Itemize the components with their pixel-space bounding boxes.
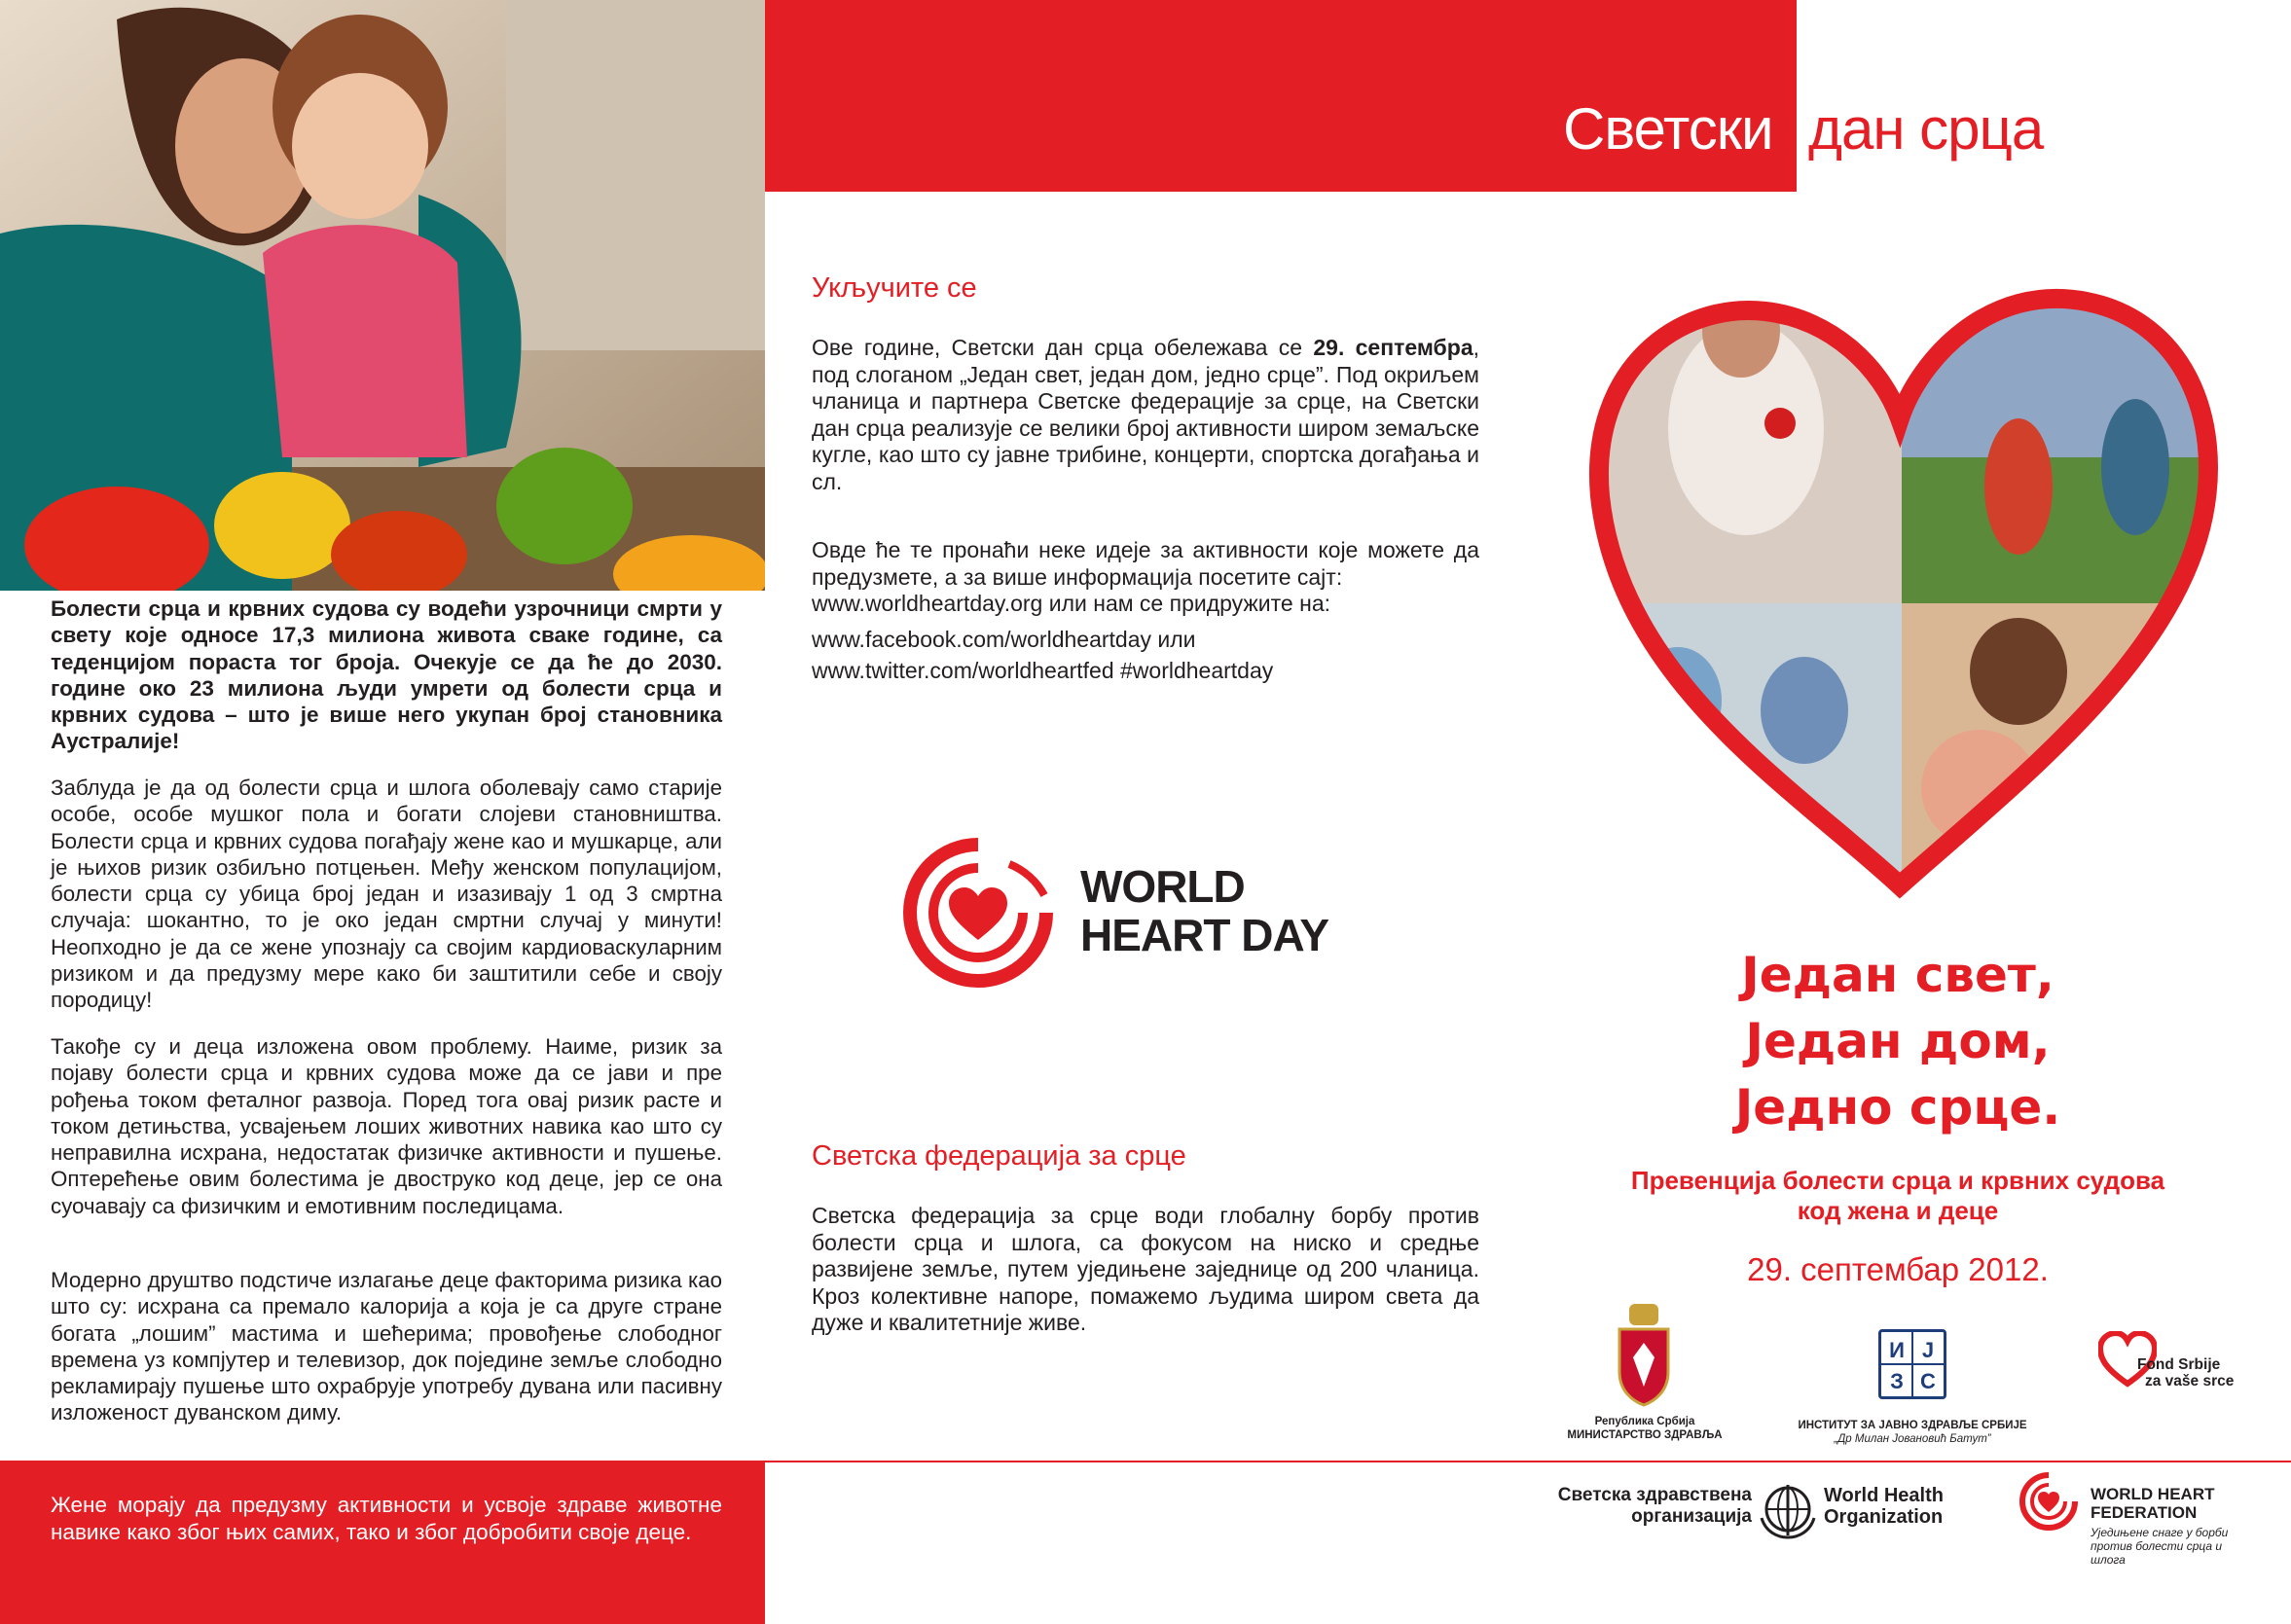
link-line-2[interactable]: www.facebook.com/worldheartday или [812,627,1196,652]
body-paragraph-2: Такође су и деца изложена овом проблему. Наиме, ризик за појаву болести срца и крвних судова може да се јави и пре рођења током феталног развоја. Поред тога овај ризик расте и током детињства, усвајењем лоших животних навика као што су неправилна исхрана, недостатак физичке активности и пушење. Оптерећење овим болестима је двоструко код деце, јер се она суочавају са физичким и емотивним последицама. [51,1034,722,1218]
page-title-part2: дан срца [1808,96,2044,162]
whd-title-line1: WORLD [1080,861,1245,912]
institute-label [1771,1419,2054,1446]
whf-title [2091,1485,2214,1522]
body-paragraph-1: Заблуда је да од болести срца и шлога оболевају само старије особе, особе мушког пола и богати слојеви становништва. Болести срца и крвних судова погађају жене као и мушкарце, али је њихов ризик озбиљно потцењен. Међу женском популацијом, болести срца су убица број један и изазивају 1 од 3 смртна случаја: шокантно, то је око један смртни случај у минути! Неопходно је да се жене упознају са својим кардиоваскуларним ризиком и да предузму мере како би заштитили себе и своју породицу! [51,776,722,1013]
svg-text:И: И [1889,1338,1905,1362]
intro-text-rest: , под слоганом „Један свет, један дом, једно срце”. Под окриљем чланица и партнера Светске федерације за срце, на Светски дан срца реализује се велики број активности широм земаљске кугле, као што су јавне трибине, концерти, спортска догађања и сл. [812,335,1479,494]
federation-paragraph: Светска федерација за срце води глобалну борбу против болести срца и шлога, са фокусом на ниско и средње развијене земље, путем уједињене заједнице од 200 чланица. Кроз колективне напоре, помажемо људима широм света да дуже и квалитетније живе. [812,1203,1479,1336]
institute-label-1: ИНСТИТУТ ЗА ЈАВНО ЗДРАВЉЕ СРБИЈЕ [1798,1420,2027,1431]
svg-text:З: З [1890,1369,1904,1393]
whd-title-line2: HEART DAY [1080,910,1329,960]
whf-logo-icon [2018,1471,2079,1532]
body-paragraph-3: Модерно друштво подстиче излагање деце факторима ризика као што су: исхрана са премало калорија а која је са друге стране богата „лошим” мастима и шећерима; провођење слободног времена уз компјутер и телевизор, док поједине земље слободно рекламирају пушење што охрабрује употребу дувана или пасивну изложеност дуванском диму. [51,1268,722,1426]
heart-photo-collage [1561,243,2242,924]
page-title-part1: Светски [1563,96,1773,162]
intro-text: Ове године, Светски дан срца обележава се [812,335,1314,360]
who-en-1: World Health [1824,1485,1944,1506]
institute-logo-icon [1878,1329,1946,1399]
whf-title-2: FEDERATION [2091,1503,2198,1522]
whf-tagline: Уједињене снаге у борби против болести срца и шлога [2091,1526,2229,1567]
campaign-subtitle [1557,1166,2238,1226]
who-emblem-icon [1758,1479,1818,1539]
footer-divider [765,1461,2291,1462]
who-cyr-2: организација [1631,1506,1752,1527]
institute-label-2: „Др Милан Јовановић Батут” [1834,1433,1991,1445]
who-en-2: Organization [1824,1506,1944,1528]
left-footer-text: Жене морају да предузму активности и усвоје здраве животне навике како због њих самих, тако и због добробити своје деце. [51,1493,722,1544]
slogan-line-2: Један дом, [1745,1013,2051,1069]
ministry-label-2: МИНИСТАРСТВО ЗДРАВЉА [1567,1429,1723,1441]
who-label-cyrillic [1538,1485,1752,1528]
get-involved-paragraph [812,335,1479,496]
link-line-3[interactable]: www.twitter.com/worldheartfed #worldheartday [812,658,1274,683]
ministry-label-1: Република Србија [1594,1416,1695,1427]
intro-bold-paragraph: Болести срца и крвних судова су водећи узрочници смрти у свету које односе 17,3 милиона живота сваке године, са теденцијом пораста тог броја. Очекује се да ће до 2030. године око 23 милиона људи умрети од болести срца и крвних судова – што је више него укупан број становника Аустралије! [51,596,722,754]
fond-logo-text [2137,1356,2234,1389]
mother-daughter-photo [0,0,765,591]
who-cyr-1: Светска здравствена [1557,1485,1752,1505]
event-date: 29. септембар 2012. [1747,1251,2049,1287]
date-highlight: 29. септембра [1313,335,1473,360]
fond-label-1: Fond Srbije [2137,1356,2221,1373]
serbia-coat-of-arms-icon [1616,1304,1672,1411]
whf-title-1: WORLD HEART [2091,1485,2215,1503]
svg-text:С: С [1920,1369,1936,1393]
slogan-line-3: Једно срце. [1734,1079,2061,1136]
link-line-1[interactable]: www.worldheartday.org или нам се придружите на: [812,591,1330,616]
slogan-line-1: Један свет, [1741,947,2055,1003]
ideas-paragraph: Овде ће те пронаћи неке идеје за активности које можете да предузмете, а за више информација посетите сајт: [812,537,1479,590]
svg-text:Ј: Ј [1921,1338,1935,1362]
fond-label-2: za vaše srce [2145,1373,2235,1389]
world-heart-day-logo-icon [900,835,1056,991]
subtitle-line-1: Превенција болести срца и крвних судова [1630,1166,2165,1195]
subtitle-line-2: код жена и деце [1797,1196,1999,1225]
section-heading-get-involved: Укључите се [812,272,977,304]
who-label-english [1824,1485,1944,1528]
ministry-label [1547,1415,1742,1442]
section-heading-federation: Светска федерација за срце [812,1140,1186,1172]
